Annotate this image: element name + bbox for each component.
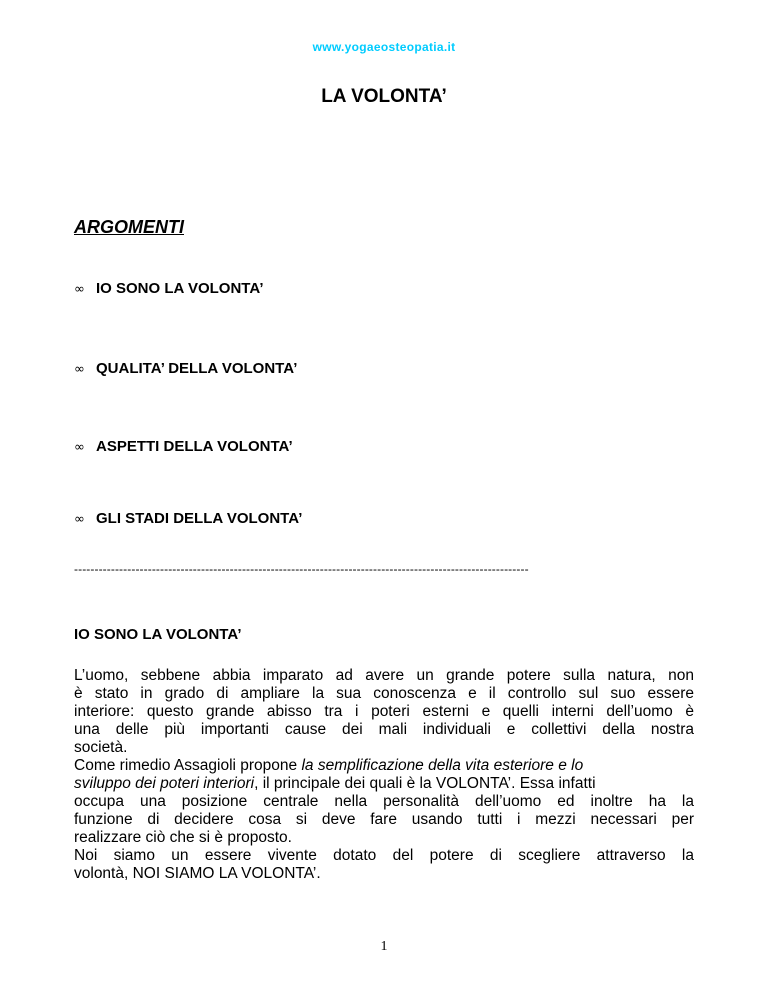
infinity-bullet-icon: ∞ [74,440,85,455]
body-line: società. [74,739,128,756]
infinity-bullet-icon: ∞ [74,282,85,297]
toc-item [74,280,264,297]
body-line: occupa una posizione centrale nella personalità dell’uomo ed inoltre ha la [74,793,694,810]
section-divider: --------------------------------------------------------------------------------------------------------------- [74,562,529,576]
body-text-run: Come rimedio Assagioli propone [74,757,298,774]
section-body [74,667,694,883]
document-title: LA VOLONTA’ [321,86,447,107]
infinity-bullet-icon: ∞ [74,362,85,377]
body-line: è stato in grado di ampliare la sua conoscenza e il controllo sul suo essere [74,685,694,702]
toc-item-label: QUALITA’ DELLA VOLONTA’ [96,360,298,377]
body-line: interiore: questo grande abisso tra i poteri esterni e quelli interni dell’uomo è [74,703,694,720]
body-line-mixed [74,775,694,793]
body-emphasis: la semplificazione della vita esteriore e lo [301,757,584,774]
site-url: www.yogaeosteopatia.it [312,40,456,54]
toc-item-label: IO SONO LA VOLONTA’ [96,280,264,297]
body-line: L’uomo, sebbene abbia imparato ad avere un grande potere sulla natura, non [74,667,694,684]
body-line: una delle più importanti cause dei mali individuali e collettivi della nostra [74,721,694,738]
body-emphasis: sviluppo dei poteri interiori [74,775,255,792]
body-line: Noi siamo un essere vivente dotato del potere di scegliere attraverso la [74,847,694,864]
body-line: funzione di decidere cosa si deve fare usando tutti i mezzi necessari per [74,811,694,828]
toc-heading: ARGOMENTI [74,217,184,237]
body-line: realizzare ciò che si è proposto. [74,829,292,846]
body-line: volontà, NOI SIAMO LA VOLONTA’. [74,865,321,882]
body-line-mixed [74,757,694,775]
toc-item [74,438,293,455]
toc-item [74,360,297,377]
body-text-run: , il principale dei quali è la VOLONTA’. Essa infatti [254,775,596,792]
toc-item [74,510,302,527]
infinity-bullet-icon: ∞ [74,512,85,527]
page-number: 1 [380,939,388,954]
section-heading: IO SONO LA VOLONTA’ [74,626,242,643]
toc-item-label: ASPETTI DELLA VOLONTA’ [96,438,293,455]
toc-item-label: GLI STADI DELLA VOLONTA’ [96,510,303,527]
